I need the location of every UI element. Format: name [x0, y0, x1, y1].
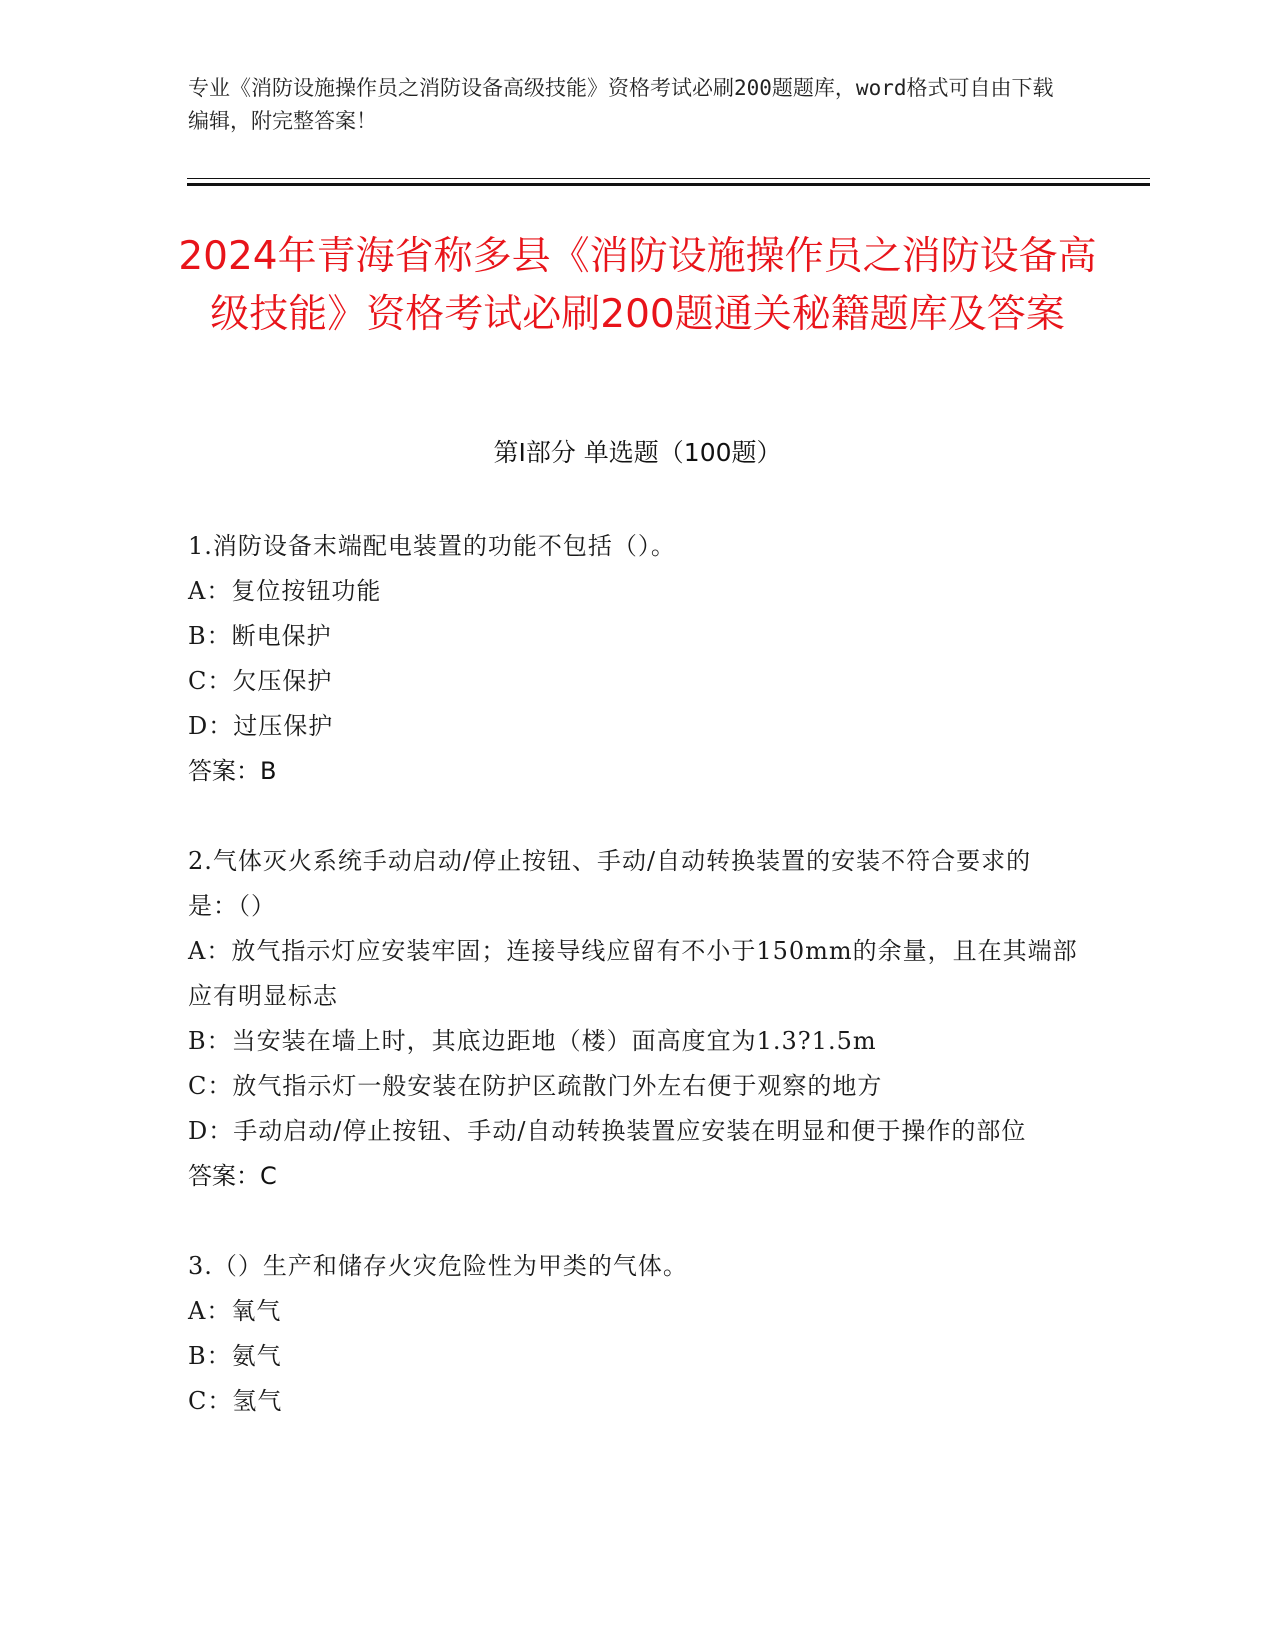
header-divider-thin — [187, 178, 1150, 179]
option-d: D：过压保护 — [188, 712, 334, 740]
question-stem: 3.（）生产和储存火灾危险性为甲类的气体。 — [188, 1252, 688, 1280]
option-a: A：氧气 — [188, 1297, 282, 1325]
option-a: A：放气指示灯应安装牢固；连接导线应留有不小于150mm的余量，且在其端部应有明显标志 — [188, 937, 1078, 1010]
option-b: B：氨气 — [188, 1342, 282, 1370]
question-1 — [188, 524, 1078, 794]
option-b: B：当安装在墙上时，其底边距地（楼）面高度宜为1.3?1.5m — [188, 1027, 877, 1055]
document-title: 2024年青海省称多县《消防设施操作员之消防设备高级技能》资格考试必刷200题通关秘籍题库及答案 — [178, 234, 1097, 337]
question-list — [188, 524, 1078, 1469]
section-title: 第Ⅰ部分 单选题（100题） — [493, 438, 782, 467]
option-b: B：断电保护 — [188, 622, 332, 650]
option-d: D：手动启动/停止按钮、手动/自动转换装置应安装在明显和便于操作的部位 — [188, 1117, 1027, 1145]
answer-label: 答案：B — [188, 757, 277, 785]
option-c: C：放气指示灯一般安装在防护区疏散门外左右便于观察的地方 — [188, 1072, 883, 1100]
header-note: 专业《消防设施操作员之消防设备高级技能》资格考试必刷200题题库，word格式可自由下载编辑，附完整答案！ — [188, 76, 1054, 133]
question-3 — [188, 1244, 1078, 1424]
question-stem: 1.消防设备末端配电装置的功能不包括（）。 — [188, 532, 676, 560]
header-divider-thick — [187, 183, 1150, 186]
option-a: A：复位按钮功能 — [188, 577, 382, 605]
option-c: C：氢气 — [188, 1387, 283, 1415]
option-c: C：欠压保护 — [188, 667, 333, 695]
answer-label: 答案：C — [188, 1162, 277, 1190]
question-2 — [188, 839, 1078, 1199]
question-stem: 2.气体灭火系统手动启动/停止按钮、手动/自动转换装置的安装不符合要求的是：（） — [188, 847, 1032, 920]
